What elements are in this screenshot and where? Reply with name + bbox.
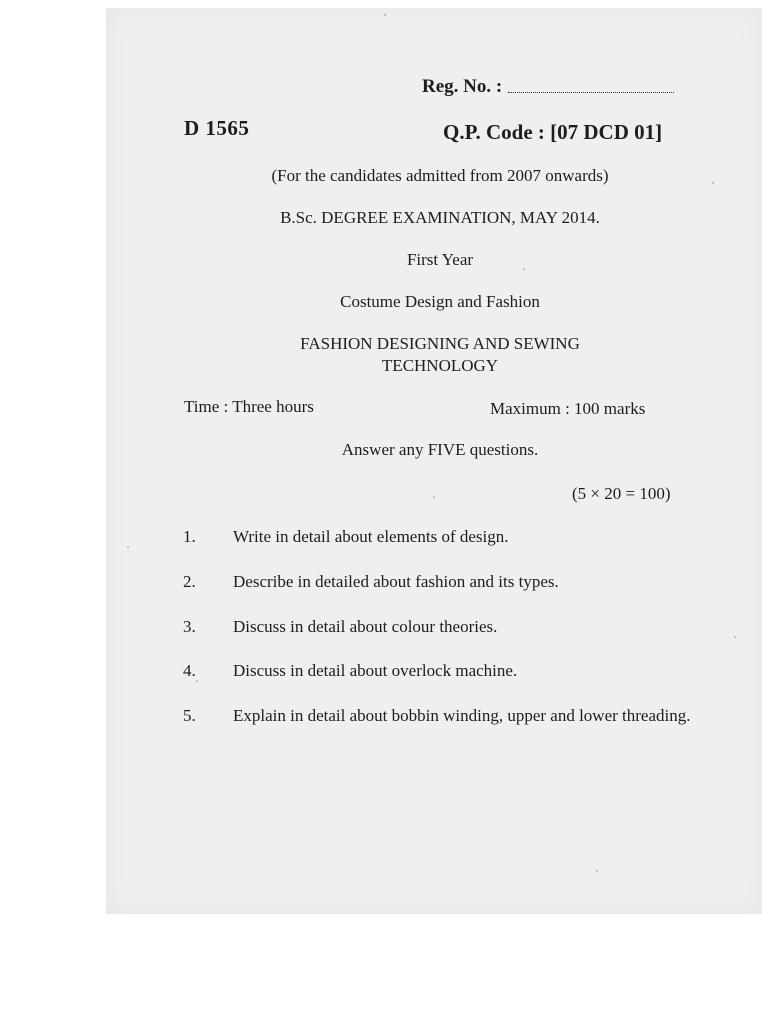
question-item xyxy=(183,703,693,729)
answer-instruction: Answer any FIVE questions. xyxy=(341,440,539,459)
scan-speck xyxy=(384,14,386,16)
paper-code: D 1565 xyxy=(184,116,250,140)
year-line: First Year xyxy=(406,250,474,269)
maximum-marks: Maximum : 100 marks xyxy=(490,399,646,418)
question-number: 4. xyxy=(183,661,196,680)
question-item xyxy=(183,614,713,640)
subject-line-1: FASHION DESIGNING AND SEWING xyxy=(300,334,580,353)
scan-speck xyxy=(596,870,598,872)
question-number: 1. xyxy=(183,527,196,546)
question-text: Discuss in detail about overlock machine. xyxy=(233,661,518,680)
scan-speck xyxy=(127,546,129,548)
question-text: Discuss in detail about colour theories. xyxy=(233,617,498,636)
question-number: 3. xyxy=(183,617,196,636)
question-number: 2. xyxy=(183,572,196,591)
subject-line-2: TECHNOLOGY xyxy=(381,356,499,375)
admission-note: (For the candidates admitted from 2007 onwards) xyxy=(271,166,609,185)
reg-no-field xyxy=(422,76,674,98)
question-item xyxy=(183,658,713,684)
question-text: Describe in detailed about fashion and its types. xyxy=(233,572,559,591)
course-line: Costume Design and Fashion xyxy=(340,292,540,311)
question-text: Explain in detail about bobbin winding, upper and lower threading. xyxy=(233,706,691,725)
question-number: 5. xyxy=(183,706,196,725)
marks-scheme: (5 × 20 = 100) xyxy=(572,484,671,503)
scan-speck xyxy=(734,636,736,638)
reg-no-label: Reg. No. : xyxy=(422,76,503,97)
reg-no-blank xyxy=(508,92,674,93)
question-item xyxy=(183,524,713,550)
scan-speck xyxy=(433,496,435,498)
question-text: Write in detail about elements of design. xyxy=(233,527,509,546)
question-item xyxy=(183,569,713,595)
time-allowed: Time : Three hours xyxy=(184,397,314,416)
qp-code: Q.P. Code : [07 DCD 01] xyxy=(443,120,663,144)
degree-line: B.Sc. DEGREE EXAMINATION, MAY 2014. xyxy=(280,208,600,227)
exam-paper-sheet xyxy=(106,8,762,914)
